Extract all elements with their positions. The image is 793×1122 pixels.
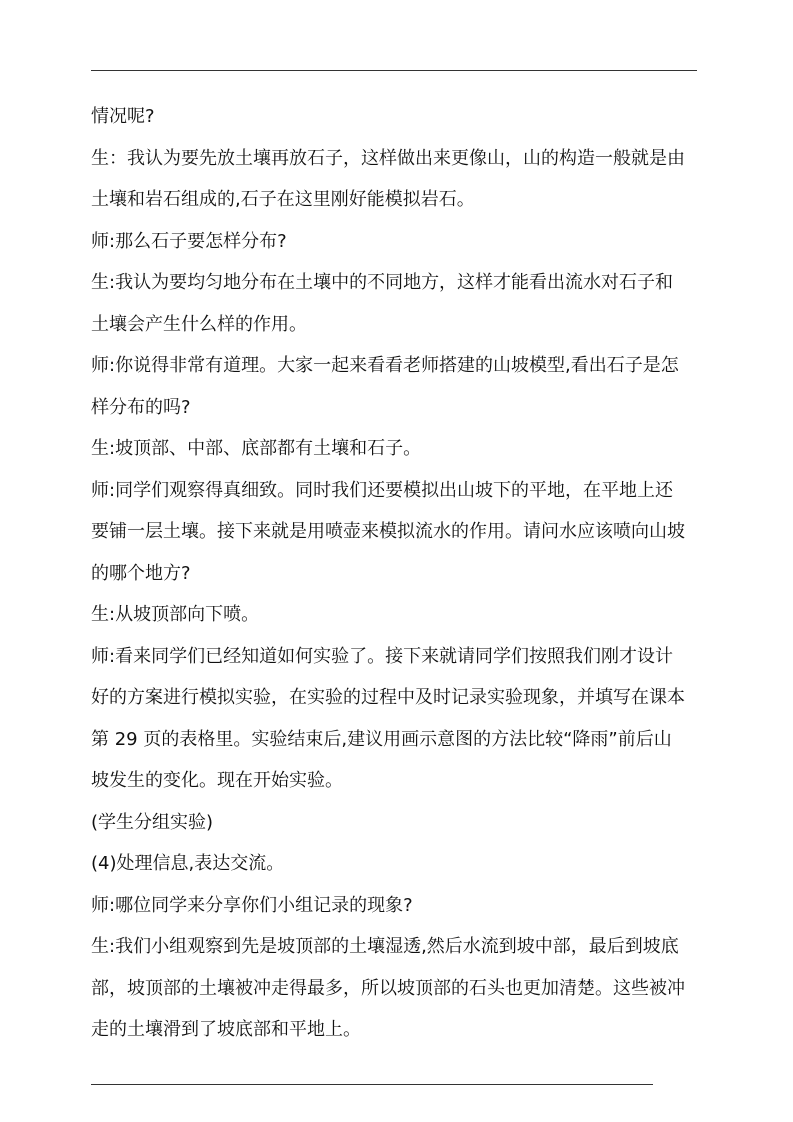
- text-line: (学生分组实验): [91, 811, 214, 833]
- text-line: 土壤会产生什么样的作用。: [91, 313, 307, 335]
- text-line: 好的方案进行模拟实验，在实验的过程中及时记录实验现象，并填写在课本: [91, 687, 685, 708]
- text-line: 生:我认为要均匀地分布在土壤中的不同地方，这样才能看出流水对石子和: [91, 272, 674, 293]
- footer-rule: [91, 1084, 653, 1085]
- text-line: 师:哪位同学来分享你们小组记录的现象?: [91, 894, 413, 916]
- text-line: 情况呢?: [91, 106, 155, 127]
- text-line: 坡发生的变化。现在开始实验。: [91, 770, 343, 791]
- header-rule: [91, 70, 697, 71]
- text-line: 走的土壤滑到了坡底部和平地上。: [91, 1019, 361, 1040]
- text-line: 样分布的吗?: [91, 396, 191, 418]
- text-line: 生:从坡顶部向下喷。: [91, 604, 260, 625]
- text-line: 师:同学们观察得真细致。同时我们还要模拟出山坡下的平地，在平地上还: [91, 479, 674, 501]
- text-line: 要铺一层土壤。接下来就是用喷壶来模拟流水的作用。请问水应该喷向山坡: [91, 521, 685, 542]
- text-line: 生:坡顶部、中部、底部都有土壤和石子。: [91, 438, 422, 459]
- document-body: [91, 96, 705, 1051]
- text-line: 师:看来同学们已经知道如何实验了。接下来就请同学们按照我们刚才设计: [91, 645, 674, 667]
- text-line: (4)处理信息,表达交流。: [91, 853, 285, 874]
- text-line: 师:那么石子要怎样分布?: [91, 230, 287, 252]
- text-line: 师:你说得非常有道理。大家一起来看看老师搭建的山坡模型,看出石子是怎: [91, 355, 679, 376]
- text-line: 生：我认为要先放土壤再放石子，这样做出来更像山，山的构造一般就是由: [91, 147, 685, 169]
- text-line: 部，坡顶部的土壤被冲走得最多，所以坡顶部的石头也更加清楚。这些被冲: [91, 977, 685, 999]
- text-line: 第 29 页的表格里。实验结束后,建议用画示意图的方法比较“降雨”前后山: [91, 728, 672, 750]
- text-line: 的哪个地方?: [91, 562, 191, 584]
- text-line: 土壤和岩石组成的,石子在这里刚好能模拟岩石。: [91, 189, 475, 210]
- text-line: 生:我们小组观察到先是坡顶部的土壤湿透,然后水流到坡中部，最后到坡底: [91, 936, 679, 957]
